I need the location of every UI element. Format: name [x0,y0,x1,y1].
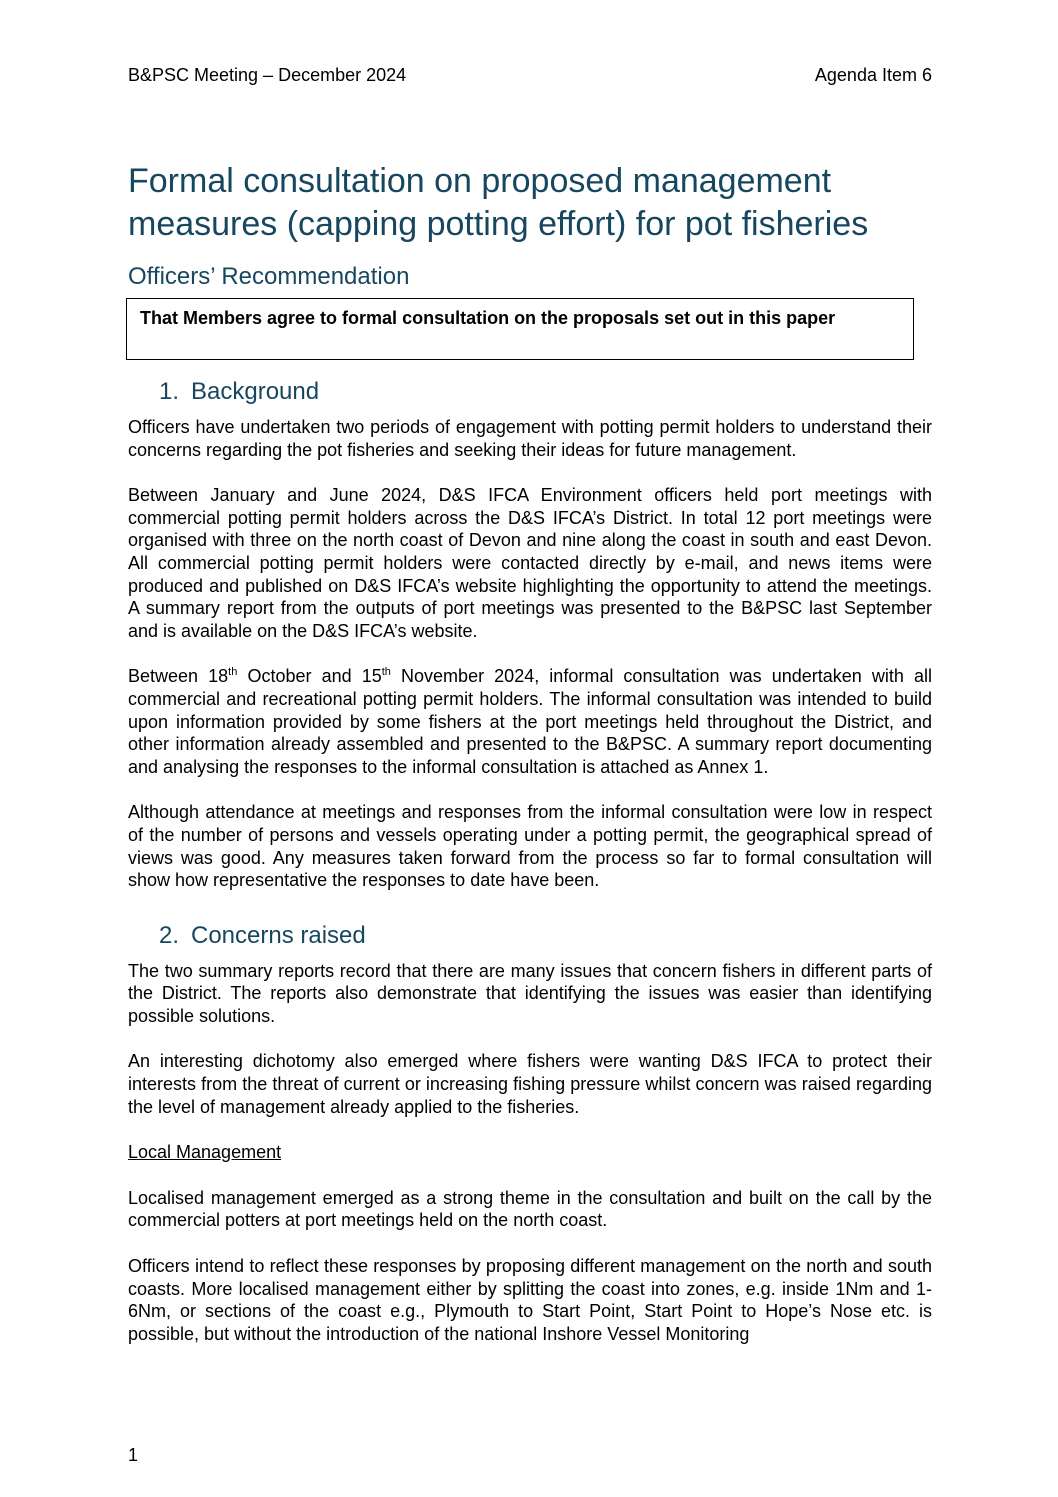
paragraph: Officers intend to reflect these responses by proposing different management on the north and south coasts. More localised management either by splitting the coast into zones, e.g. inside 1Nm and 1-6Nm, or sections of the coast e.g., Plymouth to Start Point, Start Point to Hope’s Nose etc. is possible, but without the introduction of the national Inshore Vessel Monitoring [128,1256,932,1344]
paragraph: Although attendance at meetings and responses from the informal consultation were low in respect of the number of persons and vessels operating under a potting permit, the geographical spread of views was good. Any measures taken forward from the process so far to formal consultation will show how representative the responses to date have been. [128,802,932,891]
header-agenda-item: Agenda Item 6 [814,65,932,85]
recommendation-heading: Officers’ Recommendation [128,263,410,290]
section-heading-background [128,376,932,408]
paragraph: Between January and June 2024, D&S IFCA Environment officers held port meetings with commercial potting permit holders across the D&S IFCA’s District. In total 12 port meetings were organised with three on the north coast of Devon and nine along the coast in south and east Devon. All commercial potting permit holders were contacted directly by e-mail, and news items were produced and published on D&S IFCA’s website highlighting the opportunity to attend the meetings. A summary report from the outputs of port meetings was presented to the B&PSC last September and is available on the D&S IFCA’s website. [128,485,932,641]
section-title: Background [191,378,320,405]
section-number: 2. [159,921,180,949]
paragraph: Between 18th October and 15th November 2024, informal consultation was undertaken with all commercial and recreational potting permit holders. The informal consultation was intended to build upon information provided by some fishers at the port meetings held throughout the District, and other information already assembled and presented to the B&PSC. A summary report documenting and analysing the responses to the informal consultation is attached as Annex 1. [128,666,932,777]
recommendation-text: That Members agree to formal consultation on the proposals set out in this paper [140,308,836,328]
page-number: 1 [128,1445,139,1465]
page-header [128,64,932,88]
header-meeting: B&PSC Meeting – December 2024 [128,65,407,85]
paragraph: The two summary reports record that there are many issues that concern fishers in different parts of the District. The reports also demonstrate that identifying the issues was easier than identifying possible solutions. [128,960,932,1026]
section-heading-concerns [128,920,932,952]
paragraph: Localised management emerged as a strong theme in the consultation and built on the call by the commercial potters at port meetings held on the north coast. [128,1187,932,1231]
paragraph: Officers have undertaken two periods of engagement with potting permit holders to understand their concerns regarding the pot fisheries and seeking their ideas for future management. [128,417,932,460]
document-body [128,160,932,1345]
section-title: Concerns raised [191,921,366,949]
recommendation-box [126,298,914,360]
section-number: 1. [159,378,180,405]
subheading-local-management: Local Management [128,1142,282,1163]
document-title: Formal consultation on proposed management measures (capping potting effort) for pot fisheries [128,162,869,243]
paragraph: An interesting dichotomy also emerged where fishers were wanting D&S IFCA to protect their interests from the threat of current or increasing fishing pressure whilst concern was raised regarding the level of management already applied to the fisheries. [128,1051,932,1117]
